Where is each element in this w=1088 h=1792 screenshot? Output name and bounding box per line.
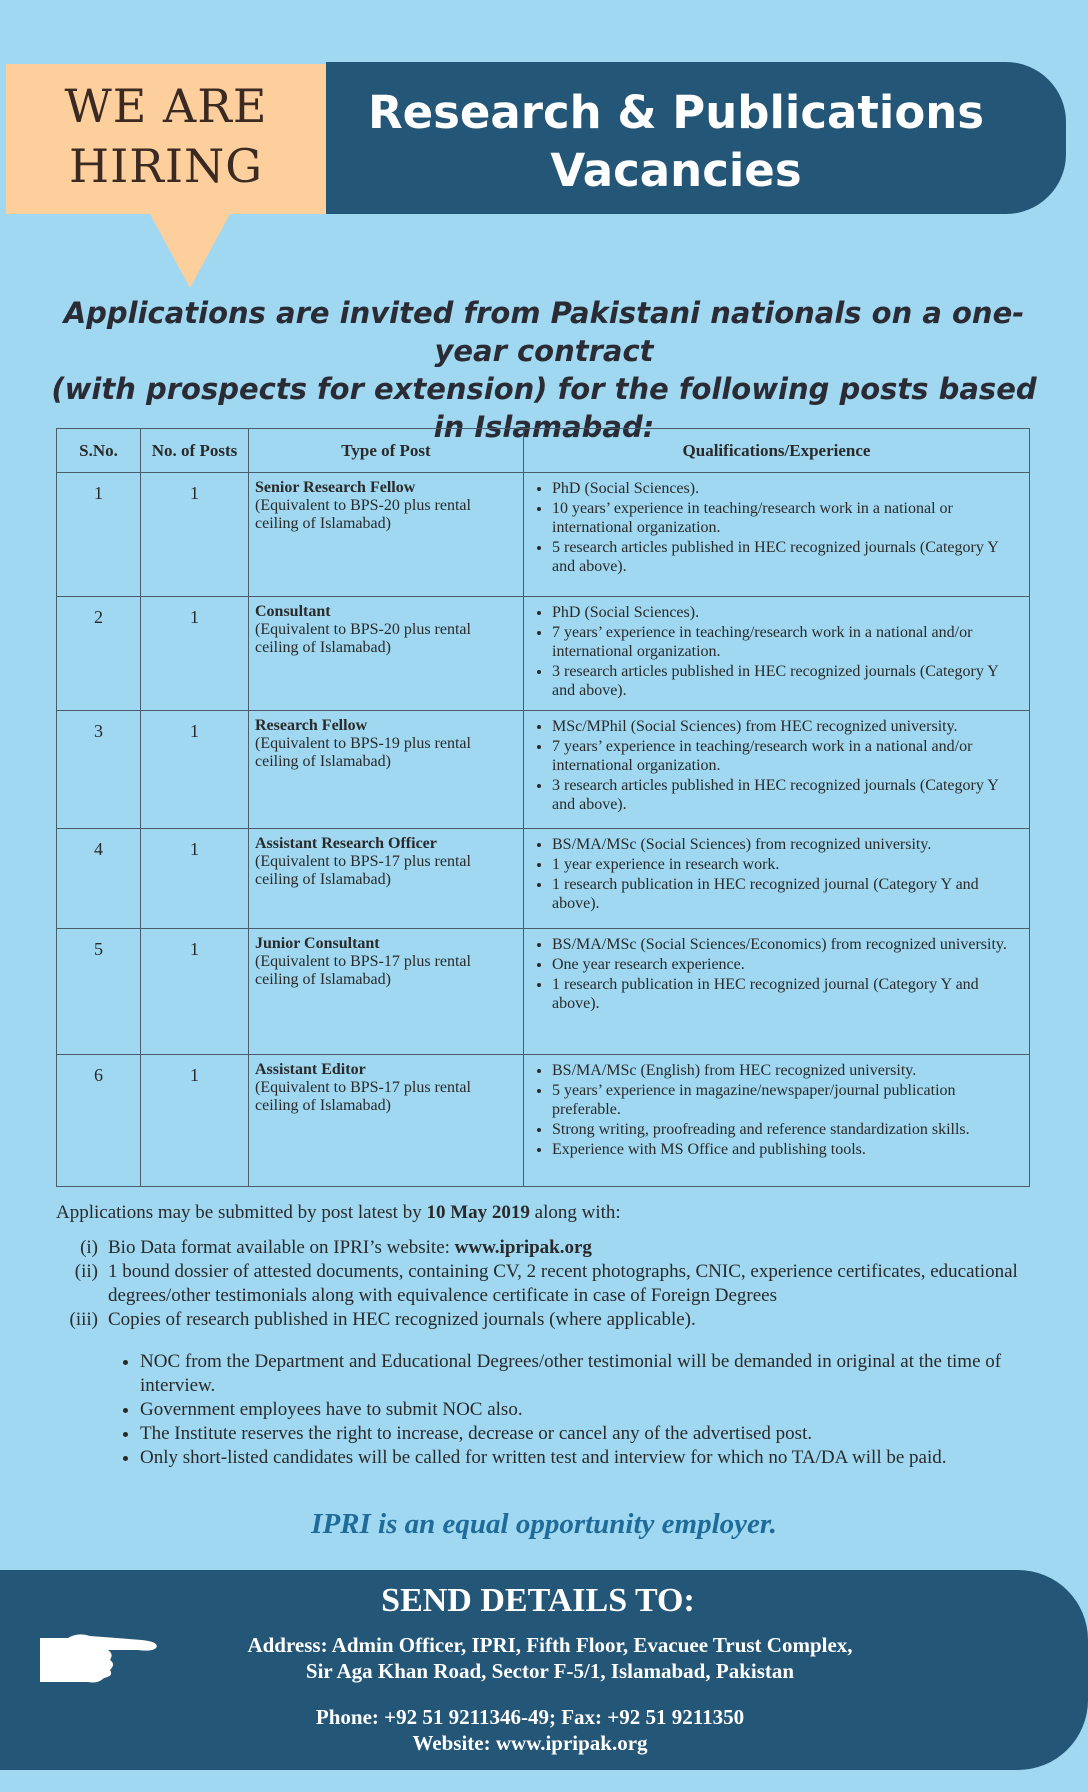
hiring-line2: HIRING: [68, 139, 264, 193]
header-quals: Qualifications/Experience: [524, 429, 1030, 473]
required-documents: [56, 1236, 1046, 1332]
qualification-item: • Experience with MS Office and publishing tools.: [552, 1140, 1023, 1159]
cell-post-type: [249, 711, 524, 829]
hiring-line1: WE ARE: [64, 79, 268, 133]
cell-posts: 1: [141, 829, 249, 929]
post-equivalence: (Equivalent to BPS-17 plus rental ceiling of Islamabad): [255, 853, 471, 888]
cell-sno: 6: [57, 1055, 141, 1187]
table-row: [57, 1055, 1030, 1187]
post-equivalence: (Equivalent to BPS-20 plus rental ceiling of Islamabad): [255, 497, 471, 532]
qualification-item: • PhD (Social Sciences).: [552, 603, 1023, 622]
cell-posts: 1: [141, 929, 249, 1055]
table-header-row: [57, 429, 1030, 473]
deadline-date: 10 May 2019: [426, 1202, 530, 1223]
qualification-item: • 10 years’ experience in teaching/research work in a national or international organization.: [552, 499, 1023, 537]
cell-sno: 3: [57, 711, 141, 829]
post-equivalence: (Equivalent to BPS-20 plus rental ceiling of Islamabad): [255, 621, 471, 656]
cell-sno: 2: [57, 597, 141, 711]
vacancies-table: [56, 428, 1030, 1187]
document-item: (iii) Copies of research published in HEC recognized journals (where applicable).: [69, 1309, 696, 1330]
cell-posts: 1: [141, 597, 249, 711]
document-item: (i) Bio Data format available on IPRI’s website: www.ipripak.org: [80, 1237, 592, 1258]
header-posts: No. of Posts: [141, 429, 249, 473]
note-item: • Only short-listed candidates will be called for written test and interview for which no TA/DA will be paid.: [140, 1446, 1046, 1470]
cell-post-type: [249, 473, 524, 597]
address-block: [220, 1632, 880, 1684]
cell-sno: 4: [57, 829, 141, 929]
pointing-hand-icon: [38, 1630, 162, 1686]
cell-qualifications: [524, 829, 1030, 929]
header-type: Type of Post: [249, 429, 524, 473]
contact-block: [200, 1704, 860, 1756]
cell-posts: 1: [141, 473, 249, 597]
note-item: • NOC from the Department and Educational Degrees/other testimonial will be demanded in original at the time of interview.: [140, 1350, 1046, 1398]
post-equivalence: (Equivalent to BPS-17 plus rental ceiling of Islamabad): [255, 953, 471, 988]
cell-qualifications: [524, 711, 1030, 829]
deadline-prefix: Applications may be submitted by post latest by: [56, 1202, 427, 1223]
notes-list: [140, 1350, 1046, 1470]
cell-post-type: [249, 1055, 524, 1187]
header-sno: S.No.: [57, 429, 141, 473]
table-row: [57, 829, 1030, 929]
qualification-item: • 7 years’ experience in teaching/research work in a national and/or international organization.: [552, 737, 1023, 775]
intro-line1: Applications are invited from Pakistani nationals on a one-year contract: [63, 296, 1025, 368]
qualification-item: • 7 years’ experience in teaching/research work in a national and/or international organization.: [552, 623, 1023, 661]
intro-line2: (with prospects for extension) for the following posts based in Islamabad:: [51, 372, 1037, 444]
cell-post-type: [249, 929, 524, 1055]
qualification-item: • 1 research publication in HEC recognized journal (Category Y and above).: [552, 975, 1023, 1013]
table-row: [57, 473, 1030, 597]
title-line1: Research & Publications: [367, 86, 985, 139]
cell-qualifications: [524, 929, 1030, 1055]
document-item: (ii) 1 bound dossier of attested documents, containing CV, 2 recent photographs, CNIC, experience certificates, educational degrees/other testimonials along with equivalence certificate in case of Foreign Degrees: [74, 1261, 1018, 1306]
qualification-item: • Strong writing, proofreading and reference standardization skills.: [552, 1120, 1023, 1139]
website-link[interactable]: www.ipripak.org: [454, 1237, 592, 1258]
qualification-item: • PhD (Social Sciences).: [552, 479, 1023, 498]
table-row: [57, 929, 1030, 1055]
equal-opportunity-statement: IPRI is an equal opportunity employer.: [311, 1508, 777, 1540]
address-line1: Address: Admin Officer, IPRI, Fifth Floor, Evacuee Trust Complex,: [247, 1633, 853, 1657]
qualification-item: • 3 research articles published in HEC recognized journals (Category Y and above).: [552, 662, 1023, 700]
deadline-suffix: along with:: [529, 1202, 621, 1223]
contact-footer: [0, 1570, 1088, 1770]
table-row: [57, 597, 1030, 711]
title-line2: Vacancies: [550, 144, 802, 197]
website-line[interactable]: Website: www.ipripak.org: [412, 1731, 648, 1755]
cell-qualifications: [524, 1055, 1030, 1187]
cell-sno: 5: [57, 929, 141, 1055]
note-item: • Government employees have to submit NOC also.: [140, 1398, 1046, 1422]
qualification-item: • BS/MA/MSc (Social Sciences/Economics) from recognized university.: [552, 935, 1023, 954]
intro-text: [40, 294, 1048, 446]
post-equivalence: (Equivalent to BPS-19 plus rental ceiling of Islamabad): [255, 735, 471, 770]
qualification-item: • MSc/MPhil (Social Sciences) from HEC recognized university.: [552, 717, 1023, 736]
qualification-item: • BS/MA/MSc (English) from HEC recognized university.: [552, 1061, 1023, 1080]
hiring-box-tail: [150, 214, 230, 288]
table-row: [57, 711, 1030, 829]
cell-post-type: [249, 597, 524, 711]
post-title: Research Fellow: [255, 717, 368, 734]
qualification-item: • 5 years’ experience in magazine/newspaper/journal publication preferable.: [552, 1081, 1023, 1119]
hiring-box: [6, 64, 326, 214]
qualification-item: • 1 year experience in research work.: [552, 855, 1023, 874]
phone-fax: Phone: +92 51 9211346-49; Fax: +92 51 9211350: [315, 1705, 745, 1729]
post-title: Senior Research Fellow: [255, 479, 416, 496]
application-instructions: [56, 1202, 1046, 1470]
qualification-item: • One year research experience.: [552, 955, 1023, 974]
cell-posts: 1: [141, 711, 249, 829]
title-banner: [326, 62, 1066, 214]
cell-sno: 1: [57, 473, 141, 597]
qualification-item: • 3 research articles published in HEC recognized journals (Category Y and above).: [552, 776, 1023, 814]
address-line2: Sir Aga Khan Road, Sector F-5/1, Islamabad, Pakistan: [305, 1659, 795, 1683]
post-title: Consultant: [255, 603, 331, 620]
cell-posts: 1: [141, 1055, 249, 1187]
post-title: Assistant Editor: [255, 1061, 366, 1078]
note-item: • The Institute reserves the right to increase, decrease or cancel any of the advertised post.: [140, 1422, 1046, 1446]
cell-qualifications: [524, 597, 1030, 711]
post-title: Assistant Research Officer: [255, 835, 437, 852]
deadline-line: [56, 1202, 1046, 1224]
qualification-item: • 1 research publication in HEC recognized journal (Category Y and above).: [552, 875, 1023, 913]
send-details-title: SEND DETAILS TO:: [381, 1582, 695, 1619]
post-equivalence: (Equivalent to BPS-17 plus rental ceiling of Islamabad): [255, 1079, 471, 1114]
post-title: Junior Consultant: [255, 935, 380, 952]
qualification-item: • BS/MA/MSc (Social Sciences) from recognized university.: [552, 835, 1023, 854]
cell-post-type: [249, 829, 524, 929]
cell-qualifications: [524, 473, 1030, 597]
qualification-item: • 5 research articles published in HEC recognized journals (Category Y and above).: [552, 538, 1023, 576]
